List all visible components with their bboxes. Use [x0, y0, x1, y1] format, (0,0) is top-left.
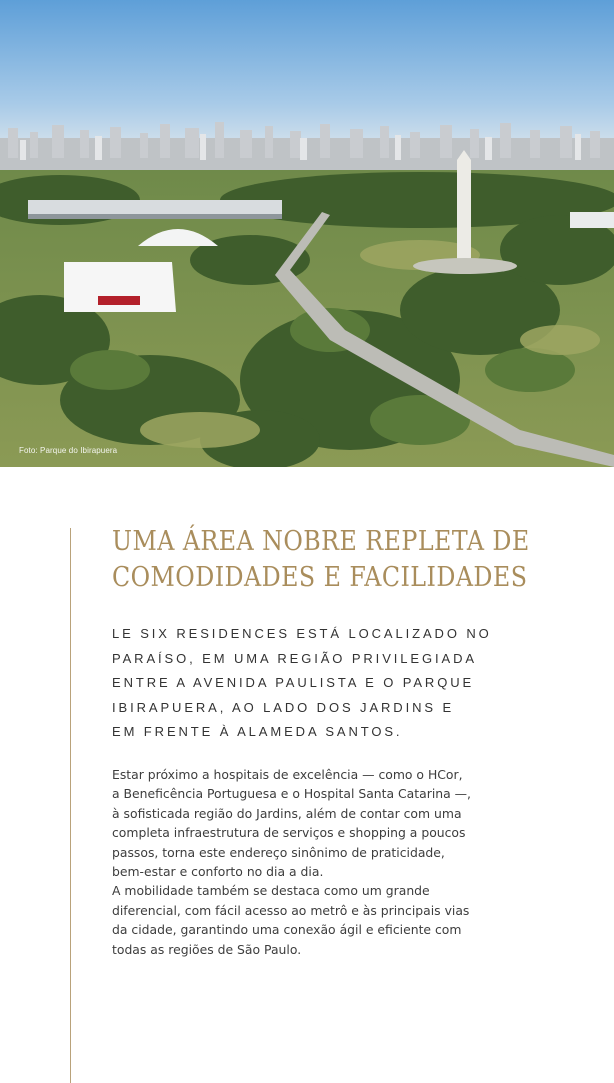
- body-paragraph: [112, 765, 572, 959]
- vertical-divider: [70, 528, 71, 1083]
- section-title: [112, 524, 534, 596]
- lead-paragraph: [112, 622, 592, 745]
- title-line: UMA ÁREA NOBRE REPLETA DE: [112, 526, 530, 557]
- body-line: a Beneficência Portuguesa e o Hospital Santa Catarina —,: [112, 786, 471, 802]
- body-line: da cidade, garantindo uma conexão ágil e eficiente com: [112, 922, 462, 938]
- lead-line: PARAÍSO, EM UMA REGIÃO PRIVILEGIADA: [112, 650, 477, 666]
- body-line: Estar próximo a hospitais de excelência — como o HCor,: [112, 767, 463, 782]
- body-line: bem-estar e conforto no dia a dia.: [112, 864, 324, 880]
- body-line: à sofisticada região do Jardins, além de contar com uma: [112, 805, 462, 821]
- photo-caption: Foto: Parque do Ibirapuera: [19, 446, 118, 455]
- body-line: A mobilidade também se destaca como um grande: [112, 883, 430, 899]
- title-line: COMODIDADES E FACILIDADES: [112, 562, 528, 593]
- lead-line: IBIRAPUERA, AO LADO DOS JARDINS E: [112, 699, 455, 715]
- hero-photo: [0, 0, 614, 467]
- lead-line: LE SIX RESIDENCES ESTÁ LOCALIZADO NO: [112, 626, 492, 641]
- body-line: todas as regiões de São Paulo.: [112, 941, 302, 957]
- park-aerial-illustration: [0, 0, 614, 467]
- body-line: diferencial, com fácil acesso ao metrô e às principais vias: [112, 902, 470, 918]
- lead-line: EM FRENTE À ALAMEDA SANTOS.: [112, 724, 403, 739]
- lead-line: ENTRE A AVENIDA PAULISTA E O PARQUE: [112, 675, 475, 690]
- body-line: passos, torna este endereço sinônimo de praticidade,: [112, 844, 445, 860]
- body-line: completa infraestrutura de serviços e shopping a poucos: [112, 825, 466, 841]
